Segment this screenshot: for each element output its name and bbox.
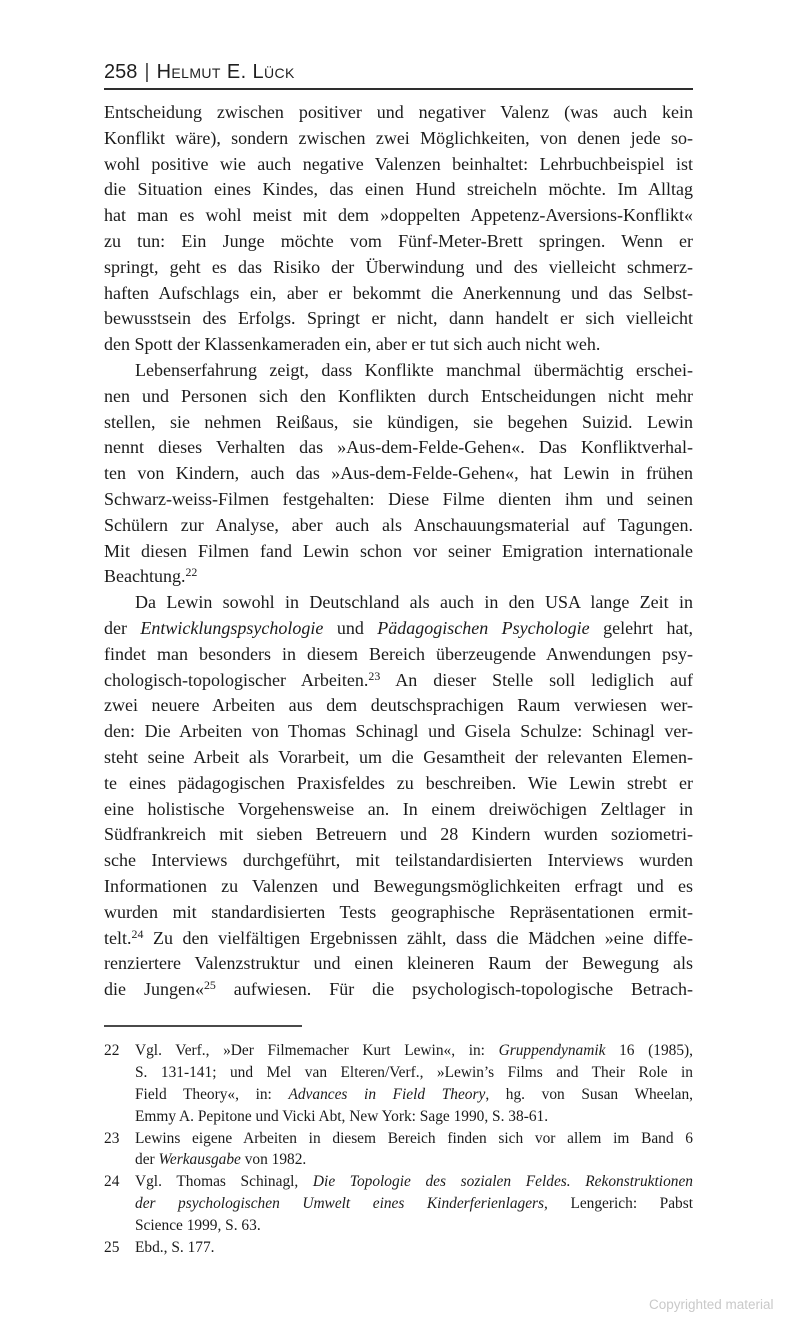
footnote-item xyxy=(104,1128,693,1172)
body-text-line: eine holistische Vorgehensweise an. In einem dreiwöchigen Zeltlager in xyxy=(104,798,693,819)
body-text-line: Schülern zur Analyse, aber auch als Anschauungsmaterial auf Tagungen. xyxy=(104,514,693,535)
body-text-line: den: Die Arbeiten von Thomas Schinagl und Gisela Schulze: Schinagl ver- xyxy=(104,721,693,742)
body-text-line: bewusstsein des Erfolgs. Springt er nicht, dann handelt er sich vielleicht xyxy=(104,308,693,329)
body-text-line: haften Aufschlags ein, aber er bekommt die Anerkennung und das Selbst- xyxy=(104,282,693,303)
body-text-line: sche Interviews durchgeführt, mit teilstandardisierten Interviews wurden xyxy=(104,850,693,871)
page-number: 258 xyxy=(104,61,138,83)
body-text-line: Südfrankreich mit sieben Betreuern und 28 Kindern wurden soziometri- xyxy=(104,824,693,845)
body-text-line: wohl positive wie auch negative Valenzen beinhaltet: Lehrbuchbeispiel ist xyxy=(104,153,693,174)
footnote-number: 22 xyxy=(104,1042,120,1059)
body-text-line: ten von Kindern, auch das »Aus-dem-Felde-Gehen«, hat Lewin in frühen xyxy=(104,463,693,484)
footnote-line: Lewins eigene Arbeiten in diesem Bereich finden sich vor allem im Band 6 xyxy=(135,1129,693,1147)
body-text-line: springt, geht es das Risiko der Überwindung und des vielleicht schmerz- xyxy=(104,256,693,277)
footnote-line: Vgl. Thomas Schinagl, Die Topologie des sozialen Feldes. Rekonstruktionen xyxy=(135,1173,693,1191)
body-text-line: den Spott der Klassenkameraden ein, aber er tut sich auch nicht weh. xyxy=(104,334,601,355)
body-text-line: zu tun: Ein Junge möchte vom Fünf-Meter-Brett springen. Wenn er xyxy=(104,230,693,251)
footnote-line: Field Theory«, in: Advances in Field Theory, hg. von Susan Wheelan, xyxy=(135,1085,693,1103)
body-text-line: wurden mit standardisierten Tests geographische Repräsentationen ermit- xyxy=(104,901,693,922)
body-text-line: Lebenserfahrung zeigt, dass Konflikte manchmal übermächtig erschei- xyxy=(135,359,693,380)
body-text-line: nen und Personen sich den Konflikten durch Entscheidungen nicht mehr xyxy=(104,385,693,406)
body-text-line: Mit diesen Filmen fand Lewin schon vor seiner Emigration internationale xyxy=(104,540,693,561)
body-text-line: Beachtung.$^{22}$ xyxy=(104,565,198,587)
footnote-line: Emmy A. Pepitone und Vicki Abt, New York: Sage 1990, S. 38-61. xyxy=(135,1107,549,1125)
body-text-line: Da Lewin sowohl in Deutschland als auch in den USA lange Zeit in xyxy=(135,592,693,613)
body-text-line: steht seine Arbeit als Vorarbeit, um die Gesamtheit der relevanten Elemen- xyxy=(104,746,693,767)
footnote-item xyxy=(104,1171,693,1237)
footnote-number: 23 xyxy=(104,1129,120,1147)
footnote-line: S. 131-141; und Mel van Elteren/Verf., »Lewin’s Films and Their Role in xyxy=(135,1063,693,1081)
body-text-line: renziertere Valenzstruktur und einen kleineren Raum der Bewegung als xyxy=(104,953,693,974)
body-text-line: die Situation eines Kindes, das einen Hund streicheln möchte. Im Alltag xyxy=(104,179,693,200)
footnote-line: Ebd., S. 177. xyxy=(135,1239,215,1257)
header-rule xyxy=(104,88,693,90)
footnote-number: 24 xyxy=(104,1173,120,1191)
body-text-line: nennt dieses Verhalten das »Aus-dem-Felde-Gehen«. Das Konfliktverhal- xyxy=(104,437,693,458)
body-text-line: telt.$^{24}$ Zu den vielfältigen Ergebnissen zählt, dass die Mädchen »eine diffe- xyxy=(104,926,693,948)
footnote-number: 25 xyxy=(104,1239,120,1257)
body-text-line: findet man besonders in diesem Bereich überzeugende Anwendungen psy- xyxy=(104,643,693,664)
body-text-line: Entscheidung zwischen positiver und negativer Valenz (was auch kein xyxy=(104,102,693,122)
footnote-item xyxy=(104,1040,693,1128)
body-text-line: Schwarz-weiss-Filmen festgehalten: Diese Filme dienten ihm und seinen xyxy=(104,488,693,509)
body-text-line: Informationen zu Valenzen und Bewegungsmöglichkeiten erfragt und es xyxy=(104,875,693,896)
footnote-line: der psychologischen Umwelt eines Kinderferienlagers, Lengerich: Pabst xyxy=(135,1195,693,1213)
body-text-block xyxy=(104,100,693,1003)
copyright-watermark: Copyrighted material xyxy=(649,1297,774,1312)
body-text-line: stellen, sie nehmen Reißaus, sie kündigen, sie begehen Suizid. Lewin xyxy=(104,411,693,432)
running-head-author: Helmut E. Lück xyxy=(156,61,295,83)
body-text-line: der Entwicklungspsychologie und Pädagogischen Psychologie gelehrt hat, xyxy=(104,617,693,638)
body-text-line: die Jungen«$^{25}$ aufwiesen. Für die psychologisch-topologische Betrach- xyxy=(104,978,693,1000)
footnote-line: Vgl. Verf., »Der Filmemacher Kurt Lewin«, in: Gruppendynamik 16 (1985), xyxy=(135,1042,693,1059)
footnote-separator-rule xyxy=(104,1025,302,1027)
footnotes-block xyxy=(104,1040,693,1259)
running-head-separator: | xyxy=(144,61,150,83)
body-text-line: hat man es wohl meist mit dem »doppelten Appetenz-Aversions-Konflikt« xyxy=(104,205,693,226)
body-text-line: chologisch-topologischer Arbeiten.$^{23}$ An dieser Stelle soll lediglich auf xyxy=(104,668,693,690)
footnote-line: Science 1999, S. 63. xyxy=(135,1217,261,1235)
footnote-line: der Werkausgabe von 1982. xyxy=(135,1151,307,1169)
body-text-line: te eines pädagogischen Praxisfeldes zu beschreiben. Wie Lewin strebt er xyxy=(104,772,693,793)
body-text-line: zwei neuere Arbeiten aus dem deutschsprachigen Raum verwiesen wer- xyxy=(104,695,693,716)
footnote-item xyxy=(104,1237,693,1259)
body-text-line: Konflikt wäre), sondern zwischen zwei Möglichkeiten, von denen jede so- xyxy=(104,127,693,148)
running-head xyxy=(104,60,693,84)
